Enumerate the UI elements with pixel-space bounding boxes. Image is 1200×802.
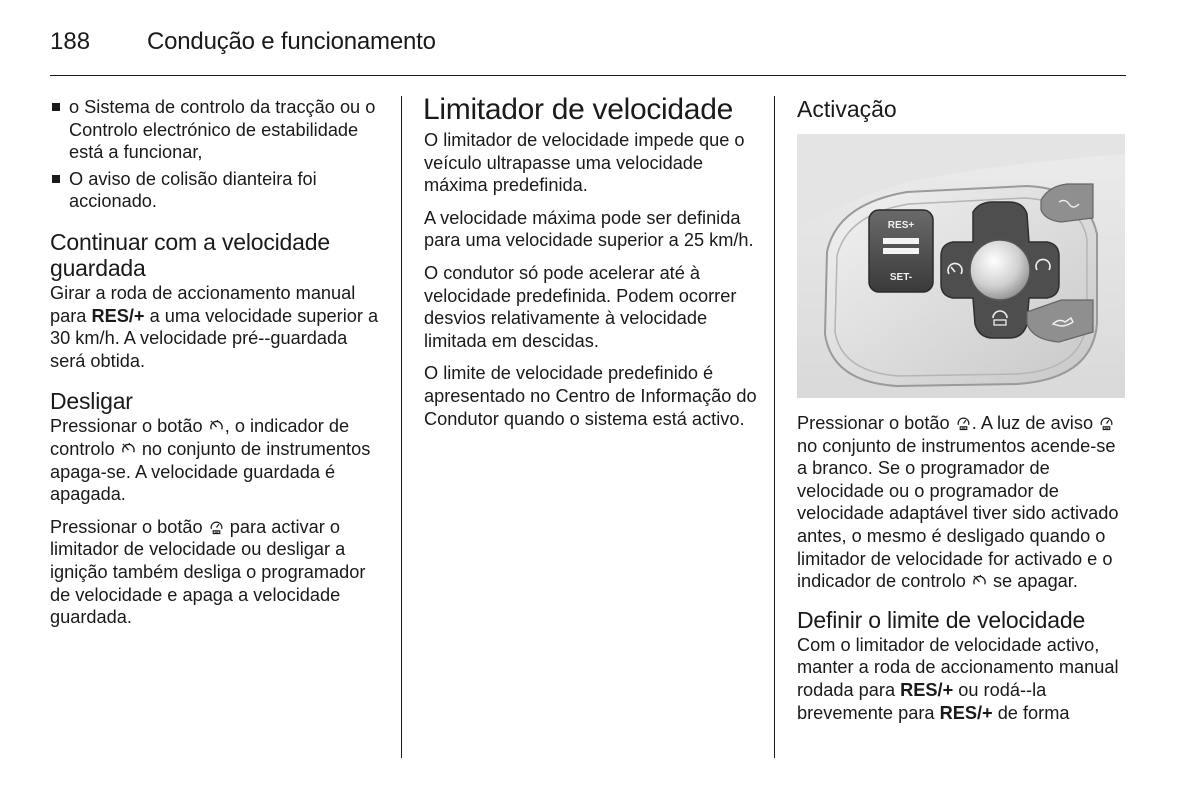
bullet-icon [52,175,60,183]
res-label: RES/+ [900,679,954,700]
column-left [50,96,386,639]
res-label: RES/+ [939,702,993,723]
rocker-wheel-stripe [883,238,919,244]
set-button-label: SET- [889,272,913,283]
limiter-paragraph: A velocidade máxima pode ser definida para uma velocidade superior a 25 km/h. [424,207,754,251]
limiter-paragraph: O limitador de velocidade impede que o veículo ultrapasse uma velocidade máxima predefinida. [424,130,745,196]
res-button-label: RES+ [887,220,915,231]
limiter-paragraph: O limite de velocidade predefinido é apresentado no Centro de Informação do Condutor quando o sistema está activo. [424,363,757,429]
off-paragraph-2: Pressionar o botão para activar o limitador de velocidade ou desligar a ignição também desliga o programador de velocidade e apaga a velocidade guardada. [50,516,366,628]
section-heading-off: Desligar [50,388,133,415]
activation-paragraph: Pressionar o botão . A luz de aviso no conjunto de instrumentos acende-se a branco. Se o programador de velocidade ou o programador de velocidade adaptável tiver sido activado antes, o mesmo é desligado quando o limitador de velocidade for activado e o indicador de controlo se apagar. [797,413,1119,592]
speed-limiter-icon [209,520,224,535]
speed-limiter-icon [956,416,971,431]
steering-wheel-controls-figure [797,134,1125,398]
list-item: o Sistema de controlo da tracção ou o Controlo electrónico de estabilidade está a funcionar, [50,96,386,164]
section-heading-continue: Continuar com a velocidade guardada [50,228,330,281]
define-paragraph: Com o limitador de velocidade activo, manter a roda de accionamento manual rodada para RES/+ ou rodá--la brevemente para RES/+ de forma [797,634,1119,723]
speed-limiter-icon [1099,416,1114,431]
column-divider [774,96,775,758]
cruise-control-icon [209,419,224,434]
chapter-title: Condução e funcionamento [147,28,436,55]
limiter-paragraph: O condutor só pode acelerar até à velocidade predefinida. Podem ocorrer desvios relativamente à velocidade limitada em descidas. [424,262,737,351]
section-heading-activation: Activação [797,96,897,122]
column-middle [423,93,760,440]
header-rule [50,75,1126,76]
section-heading-define-limit: Definir o limite de velocidade [797,606,1086,633]
column-divider [401,96,402,758]
section-heading-limiter: Limitador de velocidade [423,93,733,126]
condition-list [50,96,386,213]
res-label: RES/+ [91,305,145,326]
page-header [50,24,1126,76]
list-item: O aviso de colisão dianteira foi accionado. [50,168,386,213]
continue-paragraph: Girar a roda de accionamento manual para RES/+ a uma velocidade superior a 30 km/h. A velocidade pré--guardada será obtida. [50,282,379,371]
cruise-control-icon [121,442,136,457]
column-right [797,96,1127,734]
cruise-control-knob [970,240,1030,300]
page-number: 188 [50,28,91,55]
bullet-icon [52,103,60,111]
cruise-control-icon [972,574,987,589]
off-paragraph-1: Pressionar o botão , o indicador de controlo no conjunto de instrumentos apaga-se. A velocidade guardada é apagada. [50,416,371,505]
